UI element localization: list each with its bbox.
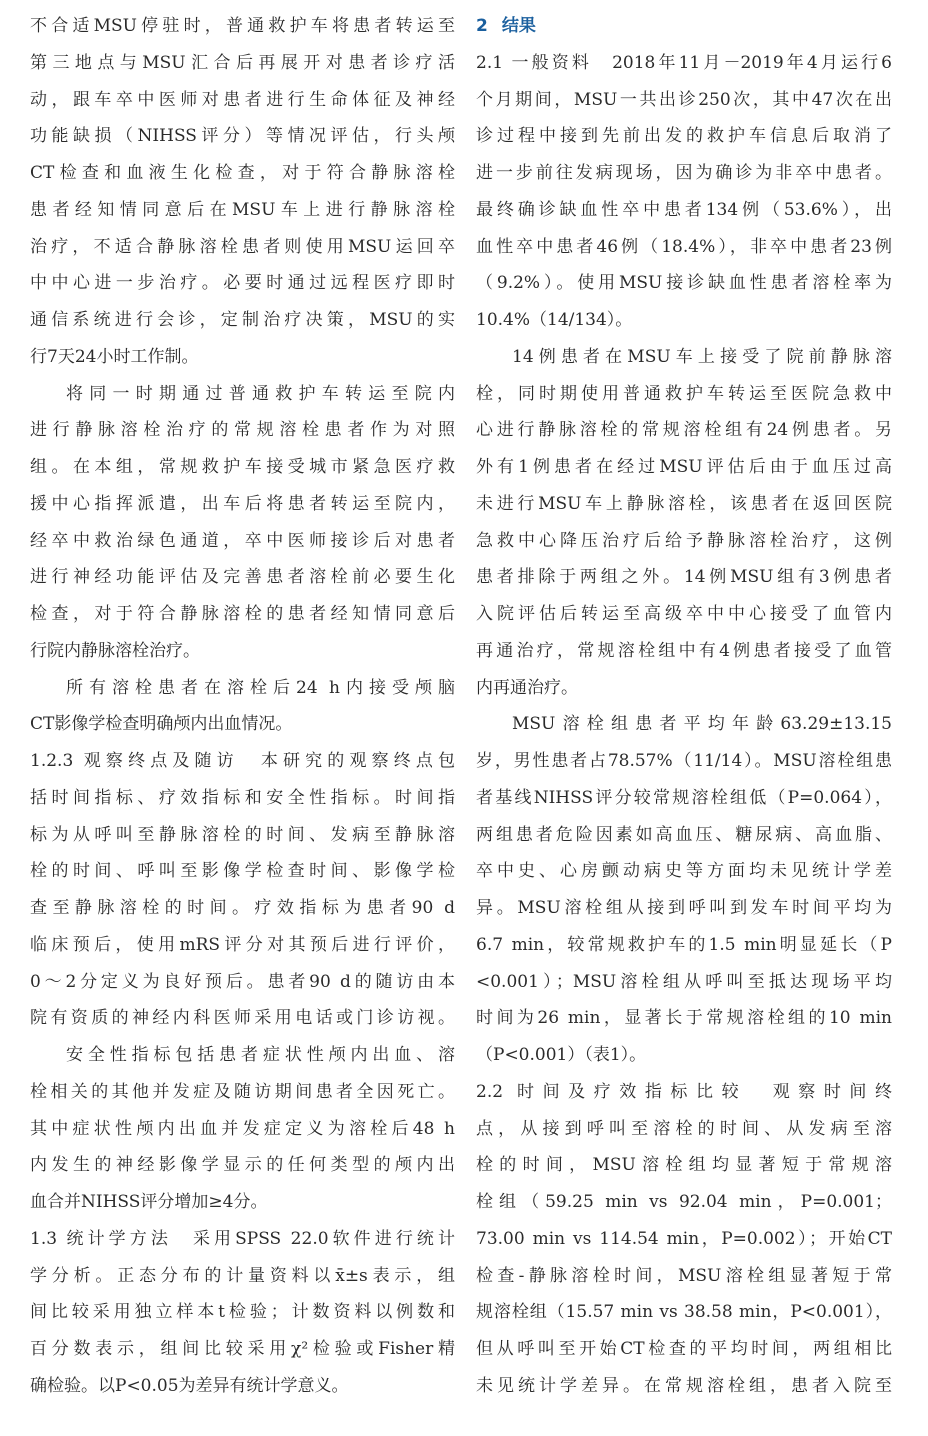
text-line: 临床预后，使用mRS评分对其预后进行评价， <box>30 934 455 955</box>
text-line: 不合适MSU停驻时，普通救护车将患者转运至 <box>30 16 455 36</box>
text-line: 岁，男性患者占78.57%（11/14）。MSU溶栓组患 <box>476 751 892 771</box>
text-line: 其中症状性颅内出血并发症定义为溶栓后48 h <box>30 1118 455 1139</box>
text-line: 组。在本组，常规救护车接受城市紧急医疗救 <box>30 457 455 477</box>
text-line: <0.001）；MSU溶栓组从呼叫至抵达现场平均 <box>476 971 892 992</box>
text-line: 10.4%（14/134）。 <box>476 310 633 330</box>
text-line: 点，从接到呼叫至溶栓的时间、从发病至溶 <box>476 1118 892 1139</box>
text-line: 检查，对于符合静脉溶栓的患者经知情同意后 <box>30 604 455 624</box>
text-line: 栓相关的其他并发症及随访期间患者全因死亡。 <box>30 1081 455 1102</box>
text-line: 功能缺损（NIHSS评分）等情况评估，行头颅 <box>30 126 455 147</box>
text-line: 时间为26 min，显著长于常规溶栓组的10 min <box>476 1008 892 1029</box>
text-line: 援中心指挥派遣，出车后将患者转运至院内， <box>30 493 455 514</box>
text-line: 学分析。正态分布的计量资料以x̄±s表示，组 <box>30 1265 455 1286</box>
text-line: MSU溶栓组患者平均年龄63.29±13.15 <box>512 714 892 735</box>
text-line: 内再通治疗。 <box>476 677 578 698</box>
text-line: 内发生的神经影像学显示的任何类型的颅内出 <box>30 1155 455 1176</box>
text-line: 进行静脉溶栓治疗的常规溶栓患者作为对照 <box>30 420 455 441</box>
text-line: 进行神经功能评估及完善患者溶栓前必要生化 <box>30 567 455 588</box>
text-line: 规溶栓组（15.57 min vs 38.58 min，P<0.001）， <box>476 1302 892 1323</box>
text-line: 但从呼叫至开始CT检查的平均时间，两组相比 <box>476 1339 892 1359</box>
section-number: 2 <box>476 16 488 36</box>
text-line: 将同一时期通过普通救护车转运至院内 <box>66 383 455 404</box>
text-line: 行7天24小时工作制。 <box>30 346 199 367</box>
text-line: CT影像学检查明确颅内出血情况。 <box>30 714 293 735</box>
text-line: 1.3 统计学方法 采用SPSS 22.0软件进行统计 <box>30 1228 455 1249</box>
text-line: 14例患者在MSU车上接受了院前静脉溶 <box>512 346 892 367</box>
text-line: 确检验。以P<0.05为差异有统计学意义。 <box>30 1375 349 1396</box>
text-line: 通信系统进行会诊，定制治疗决策，MSU的实 <box>30 310 455 330</box>
text-line: 73.00 min vs 114.54 min，P=0.002）；开始CT <box>476 1228 892 1249</box>
text-line: 安全性指标包括患者症状性颅内出血、溶 <box>66 1045 455 1065</box>
text-line: 6.7 min，较常规救护车的1.5 min明显延长（P <box>476 934 892 955</box>
text-line: 未进行MSU车上静脉溶栓，该患者在返回医院 <box>476 493 892 514</box>
text-line: （P<0.001）（表1）。 <box>476 1045 647 1065</box>
text-line: 经卒中救治绿色通道，卒中医师接诊后对患者 <box>30 530 455 551</box>
text-line: 最终确诊缺血性卒中患者134例（53.6%），出 <box>476 199 892 220</box>
text-line: 1.2.3 观察终点及随访 本研究的观察终点包 <box>30 751 455 771</box>
text-line: 个月期间，MSU一共出诊250次，其中47次在出 <box>476 89 892 110</box>
text-line: 2.1 一般资料 2018年11月－2019年4月运行6 <box>476 52 892 73</box>
right-column <box>476 8 892 1405</box>
text-line: 患者排除于两组之外。14例MSU组有3例患者 <box>476 567 892 588</box>
text-line: 0～2分定义为良好预后。患者90 d的随访由本 <box>30 971 455 992</box>
text-line: 栓的时间，MSU溶栓组均显著短于常规溶 <box>476 1155 892 1176</box>
section-title: 结果 <box>501 16 536 36</box>
section-heading <box>476 8 892 45</box>
text-line: 中中心进一步治疗。必要时通过远程医疗即时 <box>30 273 455 294</box>
text-line: 第三地点与MSU汇合后再展开对患者诊疗活 <box>30 52 455 73</box>
text-line: 所有溶栓患者在溶栓后24 h内接受颅脑 <box>66 677 455 698</box>
text-line: 栓，同时期使用普通救护车转运至医院急救中 <box>476 383 892 404</box>
text-line: 2.2 时间及疗效指标比较 观察时间终 <box>476 1081 892 1102</box>
text-line: 诊过程中接到先前出发的救护车信息后取消了 <box>476 126 892 147</box>
text-line: 标为从呼叫至静脉溶栓的时间、发病至静脉溶 <box>30 824 455 845</box>
text-line: （9.2%）。使用MSU接诊缺血性患者溶栓率为 <box>476 273 892 294</box>
text-line: CT检查和血液生化检查，对于符合静脉溶栓 <box>30 163 455 183</box>
text-line: 血合并NIHSS评分增加≥4分。 <box>30 1192 268 1212</box>
text-line: 入院评估后转运至高级卒中中心接受了血管内 <box>476 604 892 624</box>
text-line: 卒中史、心房颤动病史等方面均未见统计学差 <box>476 861 892 882</box>
text-line: 患者经知情同意后在MSU车上进行静脉溶栓 <box>30 199 455 220</box>
text-line: 外有1例患者在经过MSU评估后由于血压过高 <box>476 457 892 477</box>
text-line: 未见统计学差异。在常规溶栓组，患者入院至 <box>476 1375 892 1396</box>
text-line: 院有资质的神经内科医师采用电话或门诊访视。 <box>30 1008 455 1029</box>
text-line: 心进行静脉溶栓的常规溶栓组有24例患者。另 <box>476 420 892 441</box>
text-line: 再通治疗，常规溶栓组中有4例患者接受了血管 <box>476 640 892 661</box>
text-line: 栓组（59.25 min vs 92.04 min，P=0.001； <box>476 1192 892 1212</box>
text-line: 异。MSU溶栓组从接到呼叫到发车时间平均为 <box>476 898 892 918</box>
text-line: 急救中心降压治疗后给予静脉溶栓治疗，这例 <box>476 530 892 551</box>
text-line: 括时间指标、疗效指标和安全性指标。时间指 <box>30 787 455 808</box>
text-line: 血性卒中患者46例（18.4%），非卒中患者23例 <box>476 236 892 257</box>
text-line: 栓的时间、呼叫至影像学检查时间、影像学检 <box>30 861 455 882</box>
text-line: 百分数表示，组间比较采用χ²检验或Fisher精 <box>30 1339 455 1359</box>
text-line: 两组患者危险因素如高血压、糖尿病、高血脂、 <box>476 824 892 845</box>
text-line: 行院内静脉溶栓治疗。 <box>30 640 200 661</box>
text-line: 治疗，不适合静脉溶栓患者则使用MSU运回卒 <box>30 236 455 257</box>
text-line: 间比较采用独立样本t检验；计数资料以例数和 <box>30 1302 455 1323</box>
text-line: 进一步前往发病现场，因为确诊为非卒中患者。 <box>476 163 892 183</box>
left-column <box>30 8 455 1405</box>
text-line: 动，跟车卒中医师对患者进行生命体征及神经 <box>30 89 455 110</box>
text-line: 查至静脉溶栓的时间。疗效指标为患者90 d <box>30 898 455 918</box>
text-line: 者基线NIHSS评分较常规溶栓组低（P=0.064）， <box>476 787 892 808</box>
text-line: 检查-静脉溶栓时间，MSU溶栓组显著短于常 <box>476 1265 892 1286</box>
